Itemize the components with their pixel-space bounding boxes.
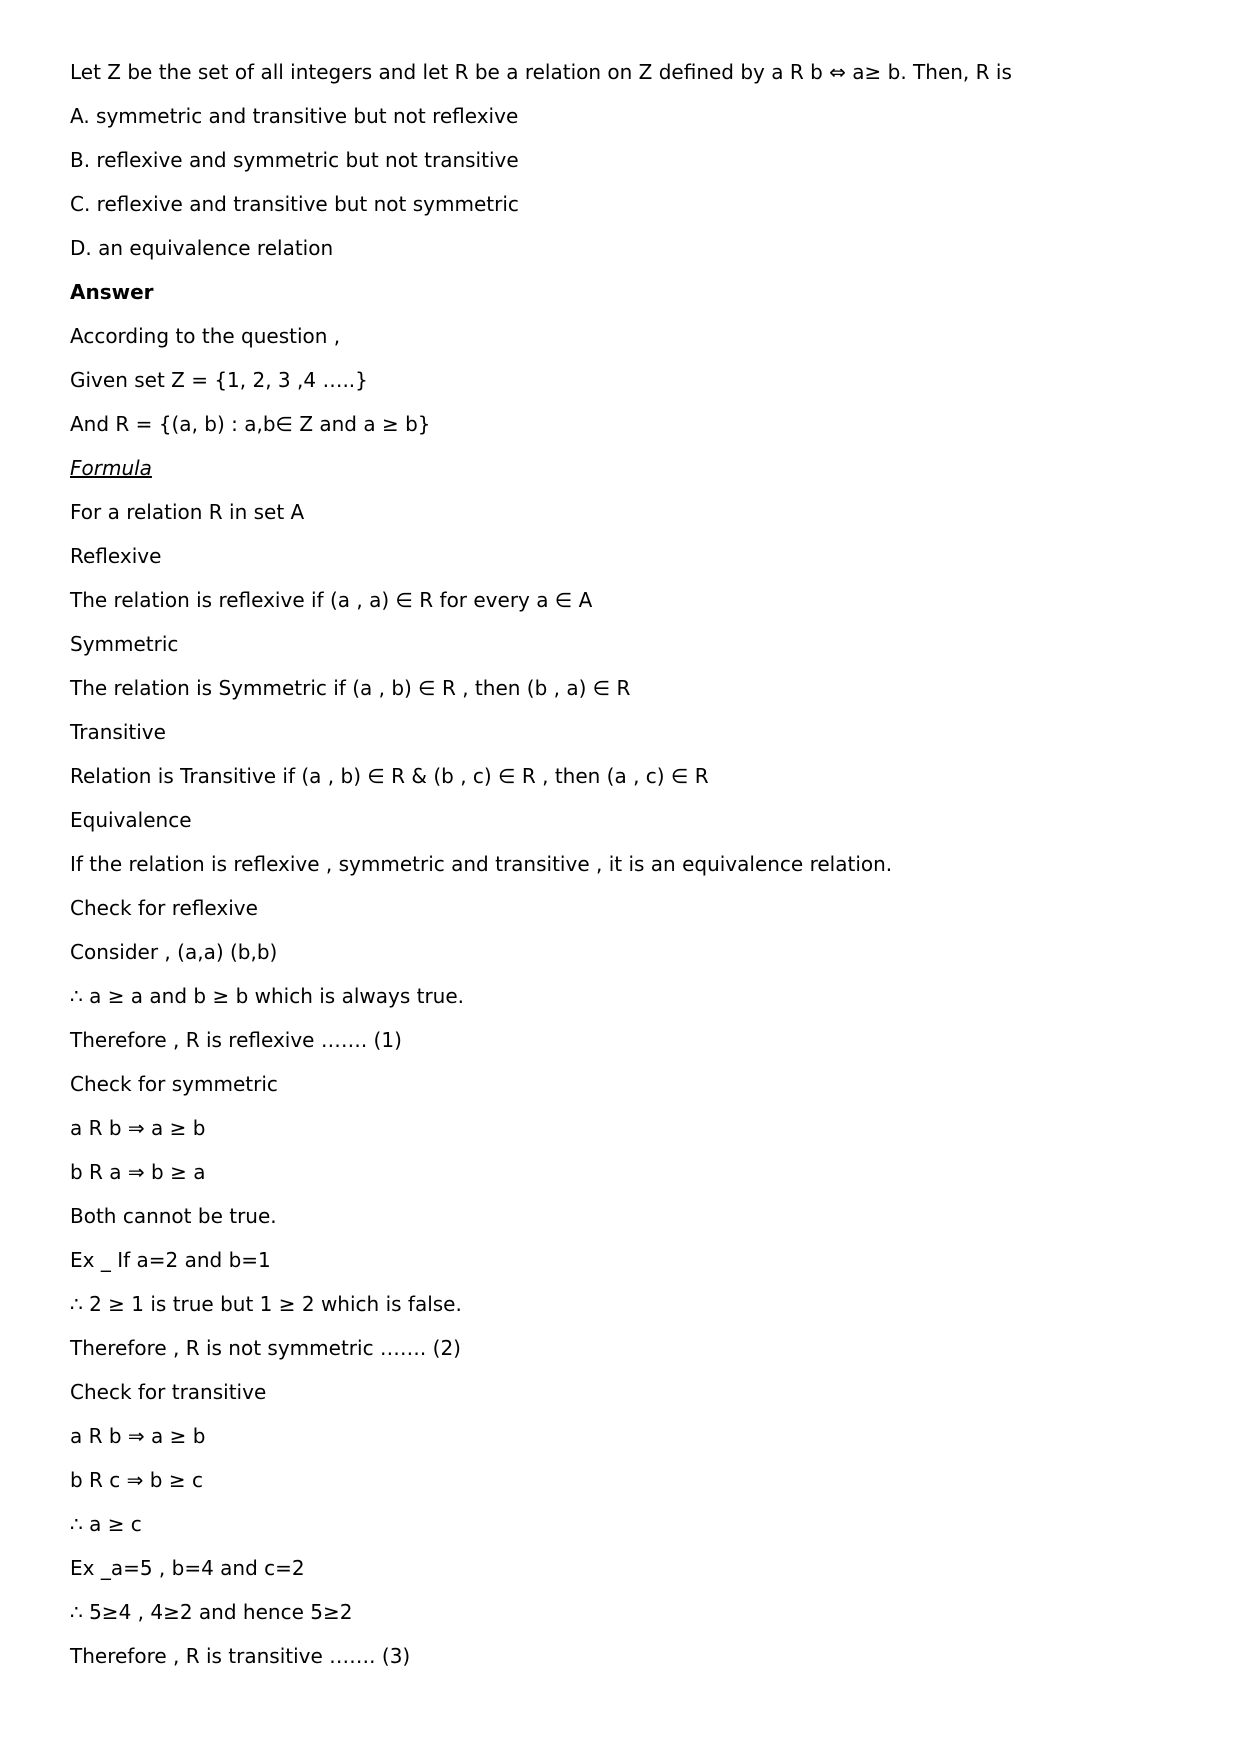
option-c: C. reflexive and transitive but not symmetric	[70, 192, 519, 216]
body-line: Reflexive	[70, 544, 162, 568]
body-line: Both cannot be true.	[70, 1204, 277, 1228]
body-line: a R b ⇒ a ≥ b	[70, 1424, 206, 1448]
body-line: Ex _ If a=2 and b=1	[70, 1248, 271, 1272]
answer-intro-line: Given set Z = {1, 2, 3 ,4 …..}	[70, 368, 368, 392]
answer-intro-line: According to the question ,	[70, 324, 341, 348]
body-line: ∴ a ≥ a and b ≥ b which is always true.	[70, 984, 465, 1008]
document-page	[70, 56, 1190, 1684]
body-line: Check for reflexive	[70, 896, 258, 920]
body-line: Ex _a=5 , b=4 and c=2	[70, 1556, 305, 1580]
body-line: Check for symmetric	[70, 1072, 278, 1096]
body-line: a R b ⇒ a ≥ b	[70, 1116, 206, 1140]
body-line: Symmetric	[70, 632, 179, 656]
body-line: ∴ a ≥ c	[70, 1512, 142, 1536]
body-line: Consider , (a,a) (b,b)	[70, 940, 278, 964]
body-line: If the relation is reflexive , symmetric and transitive , it is an equivalence relation.	[70, 852, 893, 876]
body-line: Check for transitive	[70, 1380, 267, 1404]
option-d: D. an equivalence relation	[70, 236, 334, 260]
body-line: ∴ 5≥4 , 4≥2 and hence 5≥2	[70, 1600, 353, 1624]
question-text: Let Z be the set of all integers and let R be a relation on Z defined by a R b ⇔ a≥ b. Then, R is	[70, 60, 1012, 84]
body-line: b R a ⇒ b ≥ a	[70, 1160, 206, 1184]
body-line: Relation is Transitive if (a , b) ∈ R & (b , c) ∈ R , then (a , c) ∈ R	[70, 764, 709, 788]
answer-heading: Answer	[70, 280, 154, 304]
answer-intro-line: And R = {(a, b) : a,b∈ Z and a ≥ b}	[70, 412, 431, 436]
formula-heading: Formula	[70, 456, 152, 480]
body-line: b R c ⇒ b ≥ c	[70, 1468, 203, 1492]
body-line: The relation is Symmetric if (a , b) ∈ R , then (b , a) ∈ R	[70, 676, 631, 700]
option-b: B. reflexive and symmetric but not transitive	[70, 148, 519, 172]
body-line: Therefore , R is not symmetric ……. (2)	[70, 1336, 461, 1360]
body-line: For a relation R in set A	[70, 500, 305, 524]
body-line: Transitive	[70, 720, 166, 744]
body-line: The relation is reflexive if (a , a) ∈ R for every a ∈ A	[70, 588, 593, 612]
option-a: A. symmetric and transitive but not reflexive	[70, 104, 519, 128]
body-line: Equivalence	[70, 808, 192, 832]
body-line: ∴ 2 ≥ 1 is true but 1 ≥ 2 which is false.	[70, 1292, 462, 1316]
body-line: Therefore , R is reflexive ……. (1)	[70, 1028, 402, 1052]
body-line: Therefore , R is transitive ……. (3)	[70, 1644, 411, 1668]
